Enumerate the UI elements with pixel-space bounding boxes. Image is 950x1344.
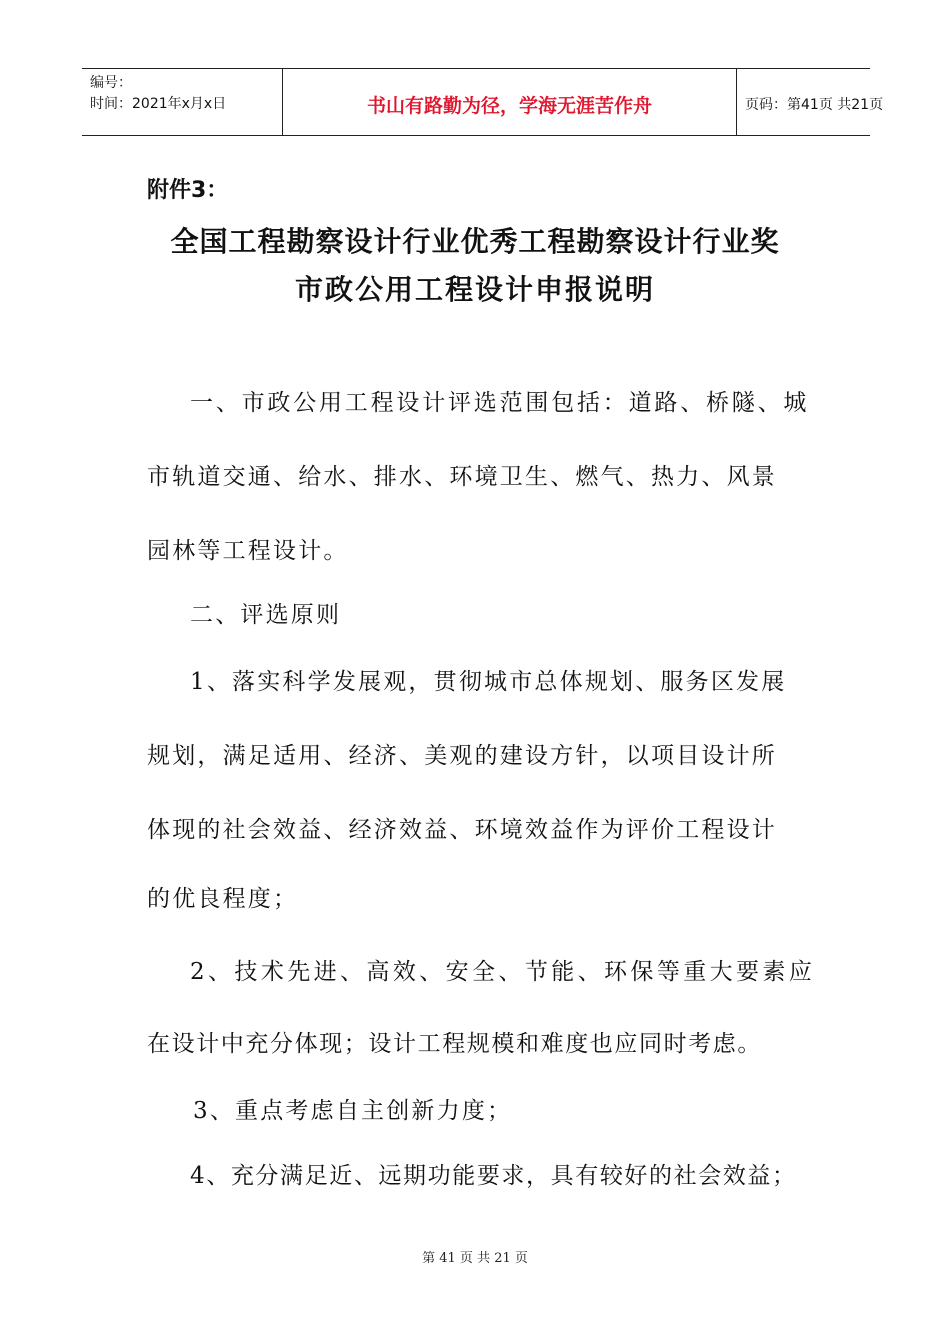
paragraph-line: 一、市政公用工程设计评选范围包括：道路、桥隧、城: [190, 390, 810, 416]
header-meta-cell: [82, 69, 282, 135]
page-footer: 第 41 页 共 21 页: [422, 1251, 528, 1266]
document-header: [82, 68, 884, 136]
document-date-label: 时间：2021年x月x日: [90, 96, 227, 112]
header-page-cell: [737, 69, 884, 135]
document-title-line-2: 市政公用工程设计申报说明: [294, 273, 655, 306]
paragraph-line: 的优良程度；: [147, 886, 299, 912]
paragraph-line: 4、充分满足近、远期功能要求，具有较好的社会效益；: [190, 1163, 797, 1189]
header-page-code: 页码：第41页 共21页: [745, 97, 884, 113]
header-motto: 书山有路勤为径，学海无涯苦作舟: [366, 95, 652, 117]
section-heading: 二、评选原则: [190, 602, 342, 628]
document-number-label: 编号：: [90, 75, 132, 91]
document-title-line-1: 全国工程勘察设计行业优秀工程勘察设计行业奖: [170, 225, 780, 258]
paragraph-line: 规划，满足适用、经济、美观的建设方针，以项目设计所: [147, 743, 777, 769]
paragraph-line: 在设计中充分体现；设计工程规模和难度也应同时考虑。: [147, 1031, 762, 1057]
attachment-label: 附件3：: [147, 178, 229, 203]
paragraph-line: 体现的社会效益、经济效益、环境效益作为评价工程设计: [147, 817, 777, 843]
paragraph-line: 2、技术先进、高效、安全、节能、环保等重大要素应: [190, 959, 816, 985]
paragraph-line: 3、重点考虑自主创新力度；: [193, 1098, 513, 1124]
paragraph-line: 1、落实科学发展观，贯彻城市总体规划、服务区发展: [190, 669, 787, 695]
paragraph-line: 园林等工程设计。: [147, 538, 349, 564]
paragraph-line: 市轨道交通、给水、排水、环境卫生、燃气、热力、风景: [147, 464, 777, 490]
header-motto-cell: [282, 69, 737, 135]
